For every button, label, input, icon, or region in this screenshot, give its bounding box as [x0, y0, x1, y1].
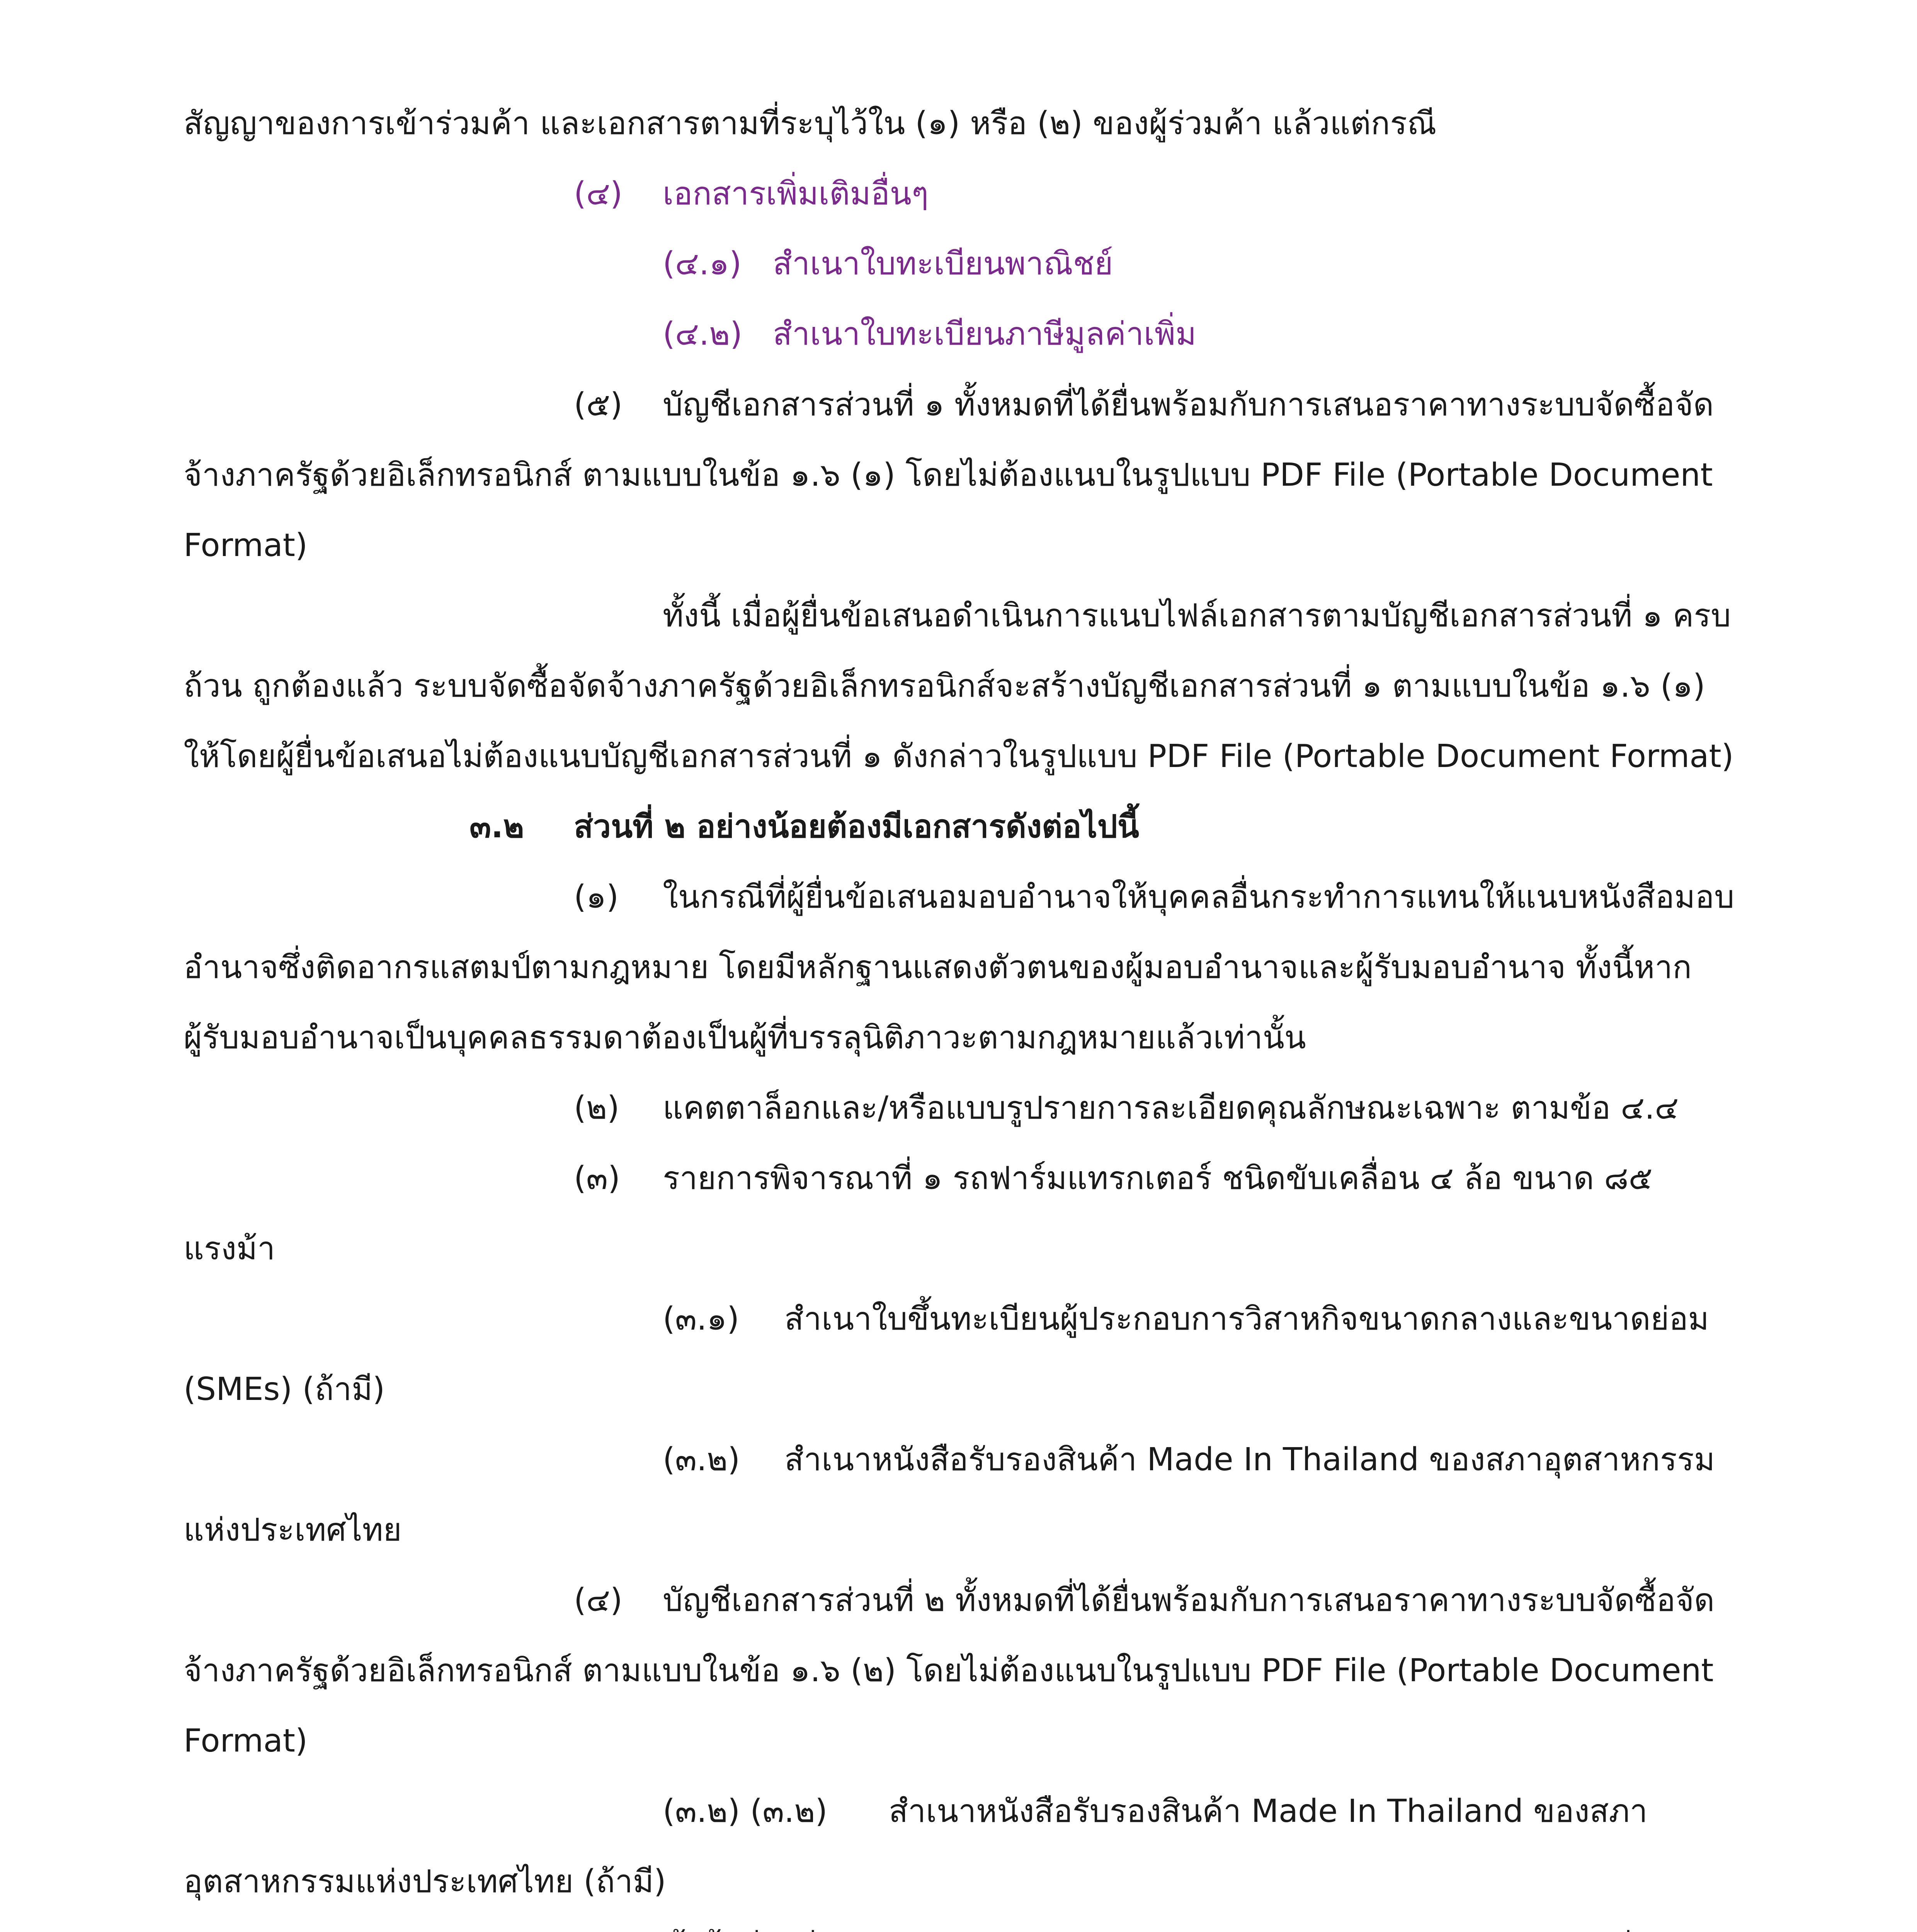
item-text: บัญชีเอกสารส่วนที่ ๑ ทั้งหมดที่ได้ยื่นพร้อมกับการเสนอราคาทางระบบจัดซื้อจัด [663, 386, 1714, 423]
section-heading: ส่วนที่ ๒ อย่างน้อยต้องมีเอกสารดังต่อไปนี้ [574, 808, 1139, 845]
text-line: แรงม้า [184, 1230, 276, 1267]
item-heading: เอกสารเพิ่มเติมอื่นๆ [663, 175, 929, 212]
item-number: (๔) [574, 175, 623, 212]
text-line: อำนาจซึ่งติดอากรแสตมป์ตามกฎหมาย โดยมีหลักฐานแสดงตัวตนของผู้มอบอำนาจและผู้รับมอบอำนาจ ทั้งนี้หาก [184, 949, 1692, 986]
text-line: (SMEs) (ถ้ามี) [184, 1371, 385, 1408]
subitem-number: (๓.๑) [663, 1301, 740, 1337]
item-number: (๒) [574, 1090, 620, 1126]
subitem-number: (๔.๒) [663, 316, 743, 352]
section-number: ๓.๒ [469, 808, 524, 845]
text-line: Format) [184, 1723, 308, 1759]
subitem-number: (๓.๒) (๓.๒) [663, 1793, 828, 1830]
text-line: อุตสาหกรรมแห่งประเทศไทย (ถ้ามี) [184, 1863, 666, 1900]
text-line: ให้โดยผู้ยื่นข้อเสนอไม่ต้องแนบบัญชีเอกสารส่วนที่ ๑ ดังกล่าวในรูปแบบ PDF File (Portable Document Format) [184, 738, 1734, 775]
subitem-text: สำเนาหนังสือรับรองสินค้า Made In Thailand ของสภา [889, 1793, 1648, 1830]
subitem-number: (๓.๒) [663, 1441, 740, 1478]
text-line: จ้างภาครัฐด้วยอิเล็กทรอนิกส์ ตามแบบในข้อ ๑.๖ (๒) โดยไม่ต้องแนบในรูปแบบ PDF File (Portable Document [184, 1652, 1714, 1689]
item-text: ในกรณีที่ผู้ยื่นข้อเสนอมอบอำนาจให้บุคคลอื่นกระทำการแทนให้แนบหนังสือมอบ [663, 879, 1735, 915]
subitem-text: สำเนาใบทะเบียนพาณิชย์ [773, 245, 1113, 282]
item-text: รายการพิจารณาที่ ๑ รถฟาร์มแทรกเตอร์ ชนิดขับเคลื่อน ๔ ล้อ ขนาด ๘๕ [663, 1160, 1653, 1197]
item-text: บัญชีเอกสารส่วนที่ ๒ ทั้งหมดที่ได้ยื่นพร้อมกับการเสนอราคาทางระบบจัดซื้อจัด [663, 1582, 1715, 1619]
paragraph-start: ทั้งนี้ เมื่อผู้ยื่นข้อเสนอดำเนินการแนบไฟล์เอกสารตามบัญชีเอกสารส่วนที่ ๑ ครบ [663, 597, 1731, 634]
item-number: (๓) [574, 1160, 621, 1197]
text-line: ผู้รับมอบอำนาจเป็นบุคคลธรรมดาต้องเป็นผู้ที่บรรลุนิติภาวะตามกฎหมายแล้วเท่านั้น [184, 1019, 1306, 1056]
subitem-text: สำเนาใบขึ้นทะเบียนผู้ประกอบการวิสาหกิจขนาดกลางและขนาดย่อม [784, 1301, 1709, 1337]
subitem-text: สำเนาใบทะเบียนภาษีมูลค่าเพิ่ม [773, 316, 1197, 352]
text-line: สัญญาของการเข้าร่วมค้า และเอกสารตามที่ระบุไว้ใน (๑) หรือ (๒) ของผู้ร่วมค้า แล้วแต่กรณี [184, 105, 1437, 142]
item-text: แคตตาล็อกและ/หรือแบบรูปรายการละเอียดคุณลักษณะเฉพาะ ตามข้อ ๔.๔ [663, 1090, 1679, 1126]
paragraph-start [663, 1929, 1732, 1932]
item-number: (๕) [574, 386, 623, 423]
text-line: Format) [184, 527, 308, 564]
item-number: (๑) [574, 879, 619, 915]
text-line: จ้างภาครัฐด้วยอิเล็กทรอนิกส์ ตามแบบในข้อ ๑.๖ (๑) โดยไม่ต้องแนบในรูปแบบ PDF File (Portable Document [184, 457, 1713, 493]
subitem-text: สำเนาหนังสือรับรองสินค้า Made In Thailand ของสภาอุตสาหกรรม [784, 1441, 1715, 1478]
subitem-number: (๔.๑) [663, 245, 742, 282]
text-line: ถ้วน ถูกต้องแล้ว ระบบจัดซื้อจัดจ้างภาครัฐด้วยอิเล็กทรอนิกส์จะสร้างบัญชีเอกสารส่วนที่ ๑ ตามแบบในข้อ ๑.๖ (๑) [184, 668, 1705, 704]
text-line: แห่งประเทศไทย [184, 1512, 402, 1548]
item-number: (๔) [574, 1582, 623, 1619]
